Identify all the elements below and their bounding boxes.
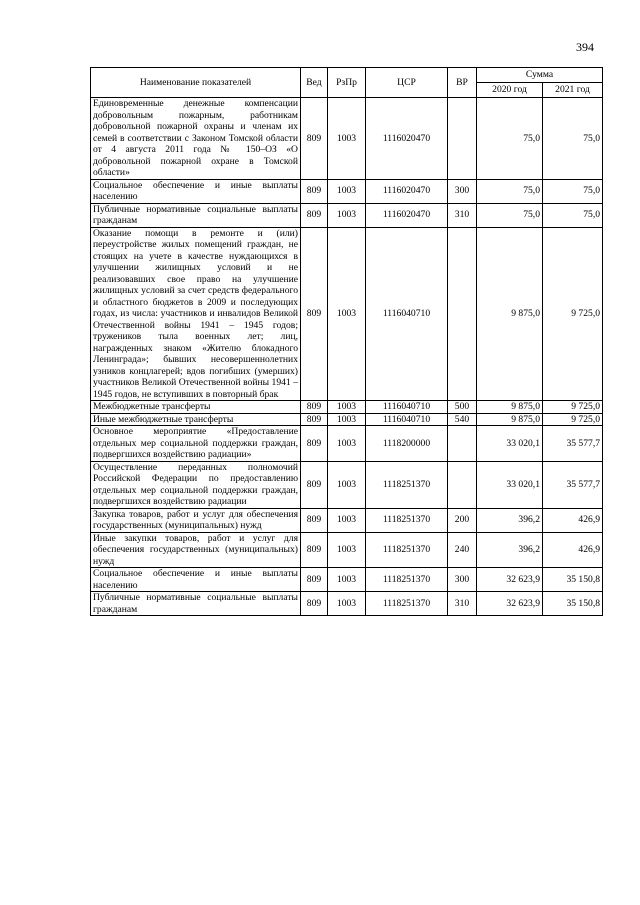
table-row bbox=[91, 227, 603, 401]
table-row bbox=[91, 568, 603, 592]
row-sum-2021: 426,9 bbox=[543, 508, 603, 532]
row-sum-2021: 9 725,0 bbox=[543, 401, 603, 414]
row-sum-2021: 75,0 bbox=[543, 203, 603, 227]
row-sum-2020: 9 875,0 bbox=[477, 227, 543, 401]
row-csr: 1116020470 bbox=[366, 98, 448, 180]
table-row bbox=[91, 179, 603, 203]
table-row bbox=[91, 592, 603, 616]
row-sum-2020: 75,0 bbox=[477, 203, 543, 227]
row-csr: 1118251370 bbox=[366, 532, 448, 568]
header-year-2020: 2020 год bbox=[477, 83, 543, 98]
row-name: Иные межбюджетные трансферты bbox=[91, 413, 301, 426]
row-sum-2020: 396,2 bbox=[477, 508, 543, 532]
row-name: Иные закупки товаров, работ и услуг для обеспечения государственных (муниципальных) нужд bbox=[91, 532, 301, 568]
row-vr bbox=[448, 98, 477, 180]
row-rzpr: 1003 bbox=[328, 203, 366, 227]
row-sum-2020: 33 020,1 bbox=[477, 426, 543, 462]
row-vr: 310 bbox=[448, 203, 477, 227]
row-sum-2021: 75,0 bbox=[543, 179, 603, 203]
row-name: Социальное обеспечение и иные выплаты населению bbox=[91, 568, 301, 592]
row-sum-2021: 426,9 bbox=[543, 532, 603, 568]
row-ved: 809 bbox=[301, 592, 328, 616]
row-sum-2021: 75,0 bbox=[543, 98, 603, 180]
header-sum: Сумма bbox=[477, 68, 603, 83]
row-sum-2020: 9 875,0 bbox=[477, 413, 543, 426]
row-ved: 809 bbox=[301, 532, 328, 568]
row-rzpr: 1003 bbox=[328, 532, 366, 568]
row-vr bbox=[448, 227, 477, 401]
row-csr: 1118251370 bbox=[366, 568, 448, 592]
row-ved: 809 bbox=[301, 461, 328, 508]
budget-table bbox=[90, 67, 603, 616]
row-ved: 809 bbox=[301, 401, 328, 414]
row-ved: 809 bbox=[301, 413, 328, 426]
row-sum-2020: 32 623,9 bbox=[477, 568, 543, 592]
row-rzpr: 1003 bbox=[328, 227, 366, 401]
row-ved: 809 bbox=[301, 227, 328, 401]
table-row bbox=[91, 98, 603, 180]
row-csr: 1118251370 bbox=[366, 592, 448, 616]
row-vr bbox=[448, 426, 477, 462]
header-vr: ВР bbox=[448, 68, 477, 98]
row-sum-2021: 35 150,8 bbox=[543, 568, 603, 592]
row-rzpr: 1003 bbox=[328, 461, 366, 508]
row-csr: 1116040710 bbox=[366, 401, 448, 414]
row-name: Межбюджетные трансферты bbox=[91, 401, 301, 414]
row-sum-2021: 35 577,7 bbox=[543, 461, 603, 508]
page-number: 394 bbox=[576, 40, 594, 54]
row-ved: 809 bbox=[301, 426, 328, 462]
header-csr: ЦСР bbox=[366, 68, 448, 98]
header-rzpr: РзПр bbox=[328, 68, 366, 98]
row-csr: 1118251370 bbox=[366, 508, 448, 532]
table-body bbox=[91, 98, 603, 616]
row-rzpr: 1003 bbox=[328, 426, 366, 462]
header-ved: Вед bbox=[301, 68, 328, 98]
row-vr: 200 bbox=[448, 508, 477, 532]
row-ved: 809 bbox=[301, 568, 328, 592]
row-name: Социальное обеспечение и иные выплаты населению bbox=[91, 179, 301, 203]
row-sum-2021: 35 577,7 bbox=[543, 426, 603, 462]
row-vr: 500 bbox=[448, 401, 477, 414]
row-vr: 310 bbox=[448, 592, 477, 616]
table-row bbox=[91, 461, 603, 508]
row-rzpr: 1003 bbox=[328, 592, 366, 616]
row-rzpr: 1003 bbox=[328, 508, 366, 532]
table-row bbox=[91, 401, 603, 414]
row-csr: 1118200000 bbox=[366, 426, 448, 462]
row-csr: 1116040710 bbox=[366, 413, 448, 426]
row-vr: 240 bbox=[448, 532, 477, 568]
row-vr bbox=[448, 461, 477, 508]
header-year-2021: 2021 год bbox=[543, 83, 603, 98]
header-name: Наименование показателей bbox=[91, 68, 301, 98]
row-vr: 540 bbox=[448, 413, 477, 426]
row-sum-2020: 33 020,1 bbox=[477, 461, 543, 508]
table-row bbox=[91, 532, 603, 568]
row-name: Осуществление переданных полномочий Российской Федерации по предоставлению отдельных мер социальной поддержки граждан, подвергшихся воздействию радиации bbox=[91, 461, 301, 508]
row-sum-2021: 9 725,0 bbox=[543, 413, 603, 426]
row-rzpr: 1003 bbox=[328, 401, 366, 414]
row-csr: 1118251370 bbox=[366, 461, 448, 508]
row-name: Публичные нормативные социальные выплаты гражданам bbox=[91, 203, 301, 227]
table-row bbox=[91, 508, 603, 532]
row-sum-2020: 75,0 bbox=[477, 179, 543, 203]
row-sum-2021: 9 725,0 bbox=[543, 227, 603, 401]
row-rzpr: 1003 bbox=[328, 98, 366, 180]
table-row bbox=[91, 203, 603, 227]
row-name: Оказание помощи в ремонте и (или) переустройстве жилых помещений граждан, не стоящих на учете в качестве нуждающихся в улучшении жилищных условий и не реализовавших свое право на улучшение жилищных условий за счет средств федерального и областного бюджетов в 2009 и последующих годах, из числа: участников и инвалидов Великой Отечественной войны 1941 – 1945 годов; тружеников тыла военных лет; лиц, награжденных знаком «Жителю блокадного Ленинграда»; бывших несовершеннолетних узников концлагерей; вдов погибших (умерших) участников Великой Отечественной войны 1941 – 1945 годов, не вступивших в повторный брак bbox=[91, 227, 301, 401]
row-ved: 809 bbox=[301, 98, 328, 180]
row-ved: 809 bbox=[301, 179, 328, 203]
row-ved: 809 bbox=[301, 203, 328, 227]
row-name: Единовременные денежные компенсации добровольным пожарным, работникам добровольной пожарной охраны и членам их семей в соответствии с Законом Томской области от 4 августа 2011 года № 150–ОЗ «О добровольной пожарной охране в Томской области» bbox=[91, 98, 301, 180]
row-rzpr: 1003 bbox=[328, 413, 366, 426]
row-sum-2020: 396,2 bbox=[477, 532, 543, 568]
row-csr: 1116040710 bbox=[366, 227, 448, 401]
row-rzpr: 1003 bbox=[328, 179, 366, 203]
table-header bbox=[91, 68, 603, 98]
row-vr: 300 bbox=[448, 179, 477, 203]
row-sum-2021: 35 150,8 bbox=[543, 592, 603, 616]
row-vr: 300 bbox=[448, 568, 477, 592]
row-name: Основное мероприятие «Предоставление отдельных мер социальной поддержки граждан, подвергшихся воздействию радиации» bbox=[91, 426, 301, 462]
row-sum-2020: 75,0 bbox=[477, 98, 543, 180]
row-sum-2020: 32 623,9 bbox=[477, 592, 543, 616]
row-csr: 1116020470 bbox=[366, 203, 448, 227]
row-sum-2020: 9 875,0 bbox=[477, 401, 543, 414]
row-name: Публичные нормативные социальные выплаты гражданам bbox=[91, 592, 301, 616]
row-rzpr: 1003 bbox=[328, 568, 366, 592]
table-row bbox=[91, 413, 603, 426]
table-row bbox=[91, 426, 603, 462]
row-ved: 809 bbox=[301, 508, 328, 532]
row-csr: 1116020470 bbox=[366, 179, 448, 203]
row-name: Закупка товаров, работ и услуг для обеспечения государственных (муниципальных) нужд bbox=[91, 508, 301, 532]
